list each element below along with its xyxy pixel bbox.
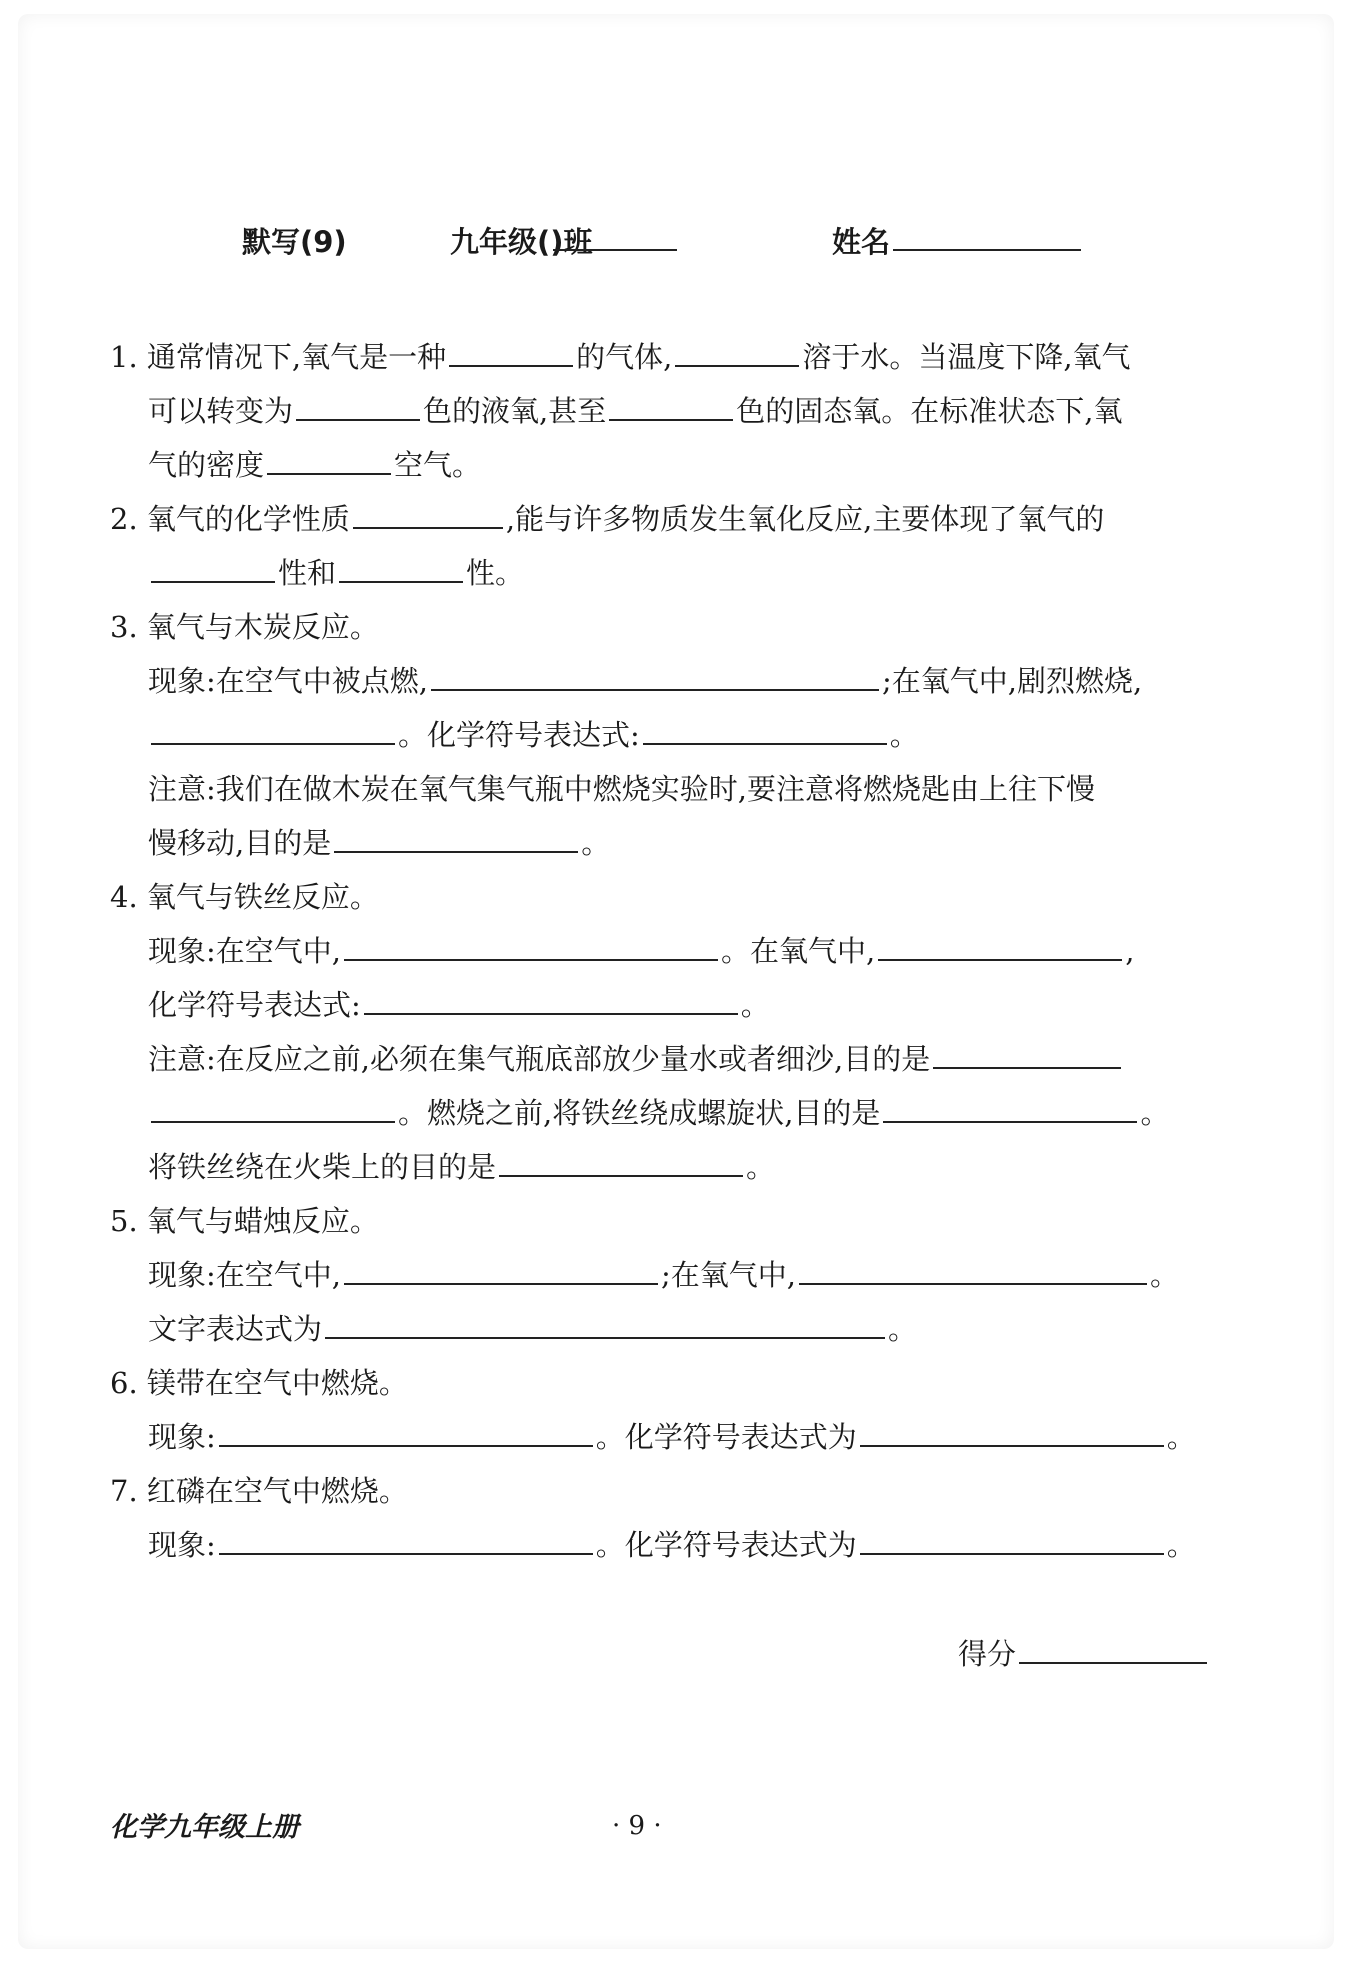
question-text: 气的密度 (148, 448, 265, 482)
answer-blank[interactable] (334, 824, 578, 853)
question-line (110, 708, 1222, 762)
question-line (110, 384, 1222, 438)
question-text: 。 (1166, 1420, 1196, 1454)
question-text: 注意:在反应之前,必须在集气瓶底部放少量水或者细沙,目的是 (148, 1042, 931, 1076)
question-1 (110, 330, 1222, 492)
answer-blank[interactable] (344, 932, 718, 961)
question-text: ;在氧气中,剧烈燃烧, (882, 664, 1143, 698)
answer-blank[interactable] (799, 1256, 1147, 1285)
question-text: 。 (740, 988, 770, 1022)
question-2 (110, 492, 1222, 600)
answer-blank[interactable] (353, 500, 503, 529)
question-line (110, 978, 1222, 1032)
class-blank[interactable] (553, 222, 677, 251)
question-line (110, 1140, 1222, 1194)
question-line (110, 924, 1222, 978)
answer-blank[interactable] (151, 554, 275, 583)
name-field (832, 222, 890, 262)
answer-blank[interactable] (675, 338, 799, 367)
answer-blank[interactable] (499, 1148, 743, 1177)
question-text: 。化学符号表达式为 (595, 1528, 857, 1562)
question-text: 7. 红磷在空气中燃烧。 (110, 1474, 408, 1508)
question-line (110, 870, 1222, 924)
question-line (110, 546, 1222, 600)
question-text: 。 (1150, 1258, 1180, 1292)
question-line (110, 492, 1222, 546)
score-field (958, 1634, 1210, 1674)
question-line (110, 816, 1222, 870)
answer-blank[interactable] (364, 986, 738, 1015)
question-line (110, 438, 1222, 492)
question-text: 4. 氧气与铁丝反应。 (110, 880, 379, 914)
question-text: 。燃烧之前,将铁丝绕成螺旋状,目的是 (398, 1096, 881, 1130)
question-line (110, 1194, 1222, 1248)
question-line (110, 1356, 1222, 1410)
class-label-prefix: 九年级( (450, 225, 551, 259)
question-text: 现象:在空气中, (148, 934, 341, 968)
question-line (110, 1518, 1222, 1572)
question-line (110, 1032, 1222, 1086)
score-label: 得分 (958, 1637, 1017, 1671)
question-text: 溶于水。当温度下降,氧气 (802, 340, 1131, 374)
question-text: 可以转变为 (148, 394, 294, 428)
answer-blank[interactable] (933, 1040, 1121, 1069)
worksheet-title: 默写(9) (242, 225, 347, 259)
question-text: 现象: (148, 1420, 216, 1454)
question-text: 现象:在空气中被点燃, (148, 664, 428, 698)
question-text: 性和 (278, 556, 337, 590)
question-7 (110, 1464, 1222, 1572)
answer-blank[interactable] (151, 716, 395, 745)
question-text: 注意:我们在做木炭在氧气集气瓶中燃烧实验时,要注意将燃烧匙由上往下慢 (148, 772, 1095, 806)
question-text: 色的固态氧。在标准状态下,氧 (736, 394, 1123, 428)
question-text: ;在氧气中, (661, 1258, 796, 1292)
name-label: 姓名 (832, 225, 891, 259)
answer-blank[interactable] (449, 338, 573, 367)
question-text: 5. 氧气与蜡烛反应。 (110, 1204, 379, 1238)
question-text: 6. 镁带在空气中燃烧。 (110, 1366, 408, 1400)
question-text: 空气。 (394, 448, 482, 482)
answer-blank[interactable] (431, 662, 879, 691)
question-line (110, 1302, 1222, 1356)
book-title: 化学九年级上册 (110, 1812, 299, 1843)
question-line (110, 1248, 1222, 1302)
question-text: 。 (1140, 1096, 1170, 1130)
answer-blank[interactable] (883, 1094, 1137, 1123)
answer-blank[interactable] (267, 446, 391, 475)
question-text: 将铁丝绕在火柴上的目的是 (148, 1150, 497, 1184)
question-line (110, 1464, 1222, 1518)
question-text: 。化学符号表达式: (398, 718, 640, 752)
answer-blank[interactable] (339, 554, 463, 583)
question-line (110, 330, 1222, 384)
question-text: 。 (1166, 1528, 1196, 1562)
answer-blank[interactable] (296, 392, 420, 421)
question-text: 文字表达式为 (148, 1312, 323, 1346)
question-text: 。 (888, 1312, 918, 1346)
answer-blank[interactable] (643, 716, 887, 745)
class-field (450, 222, 593, 262)
answer-blank[interactable] (344, 1256, 658, 1285)
score-blank[interactable] (1019, 1635, 1207, 1664)
question-3 (110, 600, 1222, 870)
question-5 (110, 1194, 1222, 1356)
question-text: 化学符号表达式: (148, 988, 361, 1022)
question-line (110, 654, 1222, 708)
class-label-suffix: )班 (550, 225, 593, 259)
question-text: 的气体, (576, 340, 673, 374)
question-line (110, 600, 1222, 654)
question-line (110, 1086, 1222, 1140)
answer-blank[interactable] (878, 932, 1122, 961)
page-number: · 9 · (612, 1811, 662, 1841)
answer-blank[interactable] (219, 1418, 593, 1447)
answer-blank[interactable] (860, 1526, 1164, 1555)
name-blank[interactable] (893, 222, 1081, 251)
question-text: 现象:在空气中, (148, 1258, 341, 1292)
question-text: 。化学符号表达式为 (595, 1420, 857, 1454)
question-text: 1. 通常情况下,氧气是一种 (110, 340, 447, 374)
question-text: , (1125, 934, 1135, 968)
question-text: ,能与许多物质发生氧化反应,主要体现了氧气的 (505, 502, 1105, 536)
answer-blank[interactable] (860, 1418, 1164, 1447)
answer-blank[interactable] (151, 1094, 395, 1123)
question-list (110, 330, 1222, 1572)
question-text: 。 (889, 718, 919, 752)
answer-blank[interactable] (609, 392, 733, 421)
question-text: 。 (746, 1150, 776, 1184)
question-text: 。在氧气中, (721, 934, 876, 968)
question-6 (110, 1356, 1222, 1464)
question-line (110, 762, 1222, 816)
answer-blank[interactable] (325, 1310, 885, 1339)
question-text: 2. 氧气的化学性质 (110, 502, 350, 536)
question-text: 。 (581, 826, 611, 860)
question-text: 性。 (466, 556, 525, 590)
question-text: 3. 氧气与木炭反应。 (110, 610, 379, 644)
question-line (110, 1410, 1222, 1464)
question-text: 现象: (148, 1528, 216, 1562)
question-text: 色的液氧,甚至 (423, 394, 607, 428)
answer-blank[interactable] (219, 1526, 593, 1555)
question-4 (110, 870, 1222, 1194)
question-text: 慢移动,目的是 (148, 826, 332, 860)
